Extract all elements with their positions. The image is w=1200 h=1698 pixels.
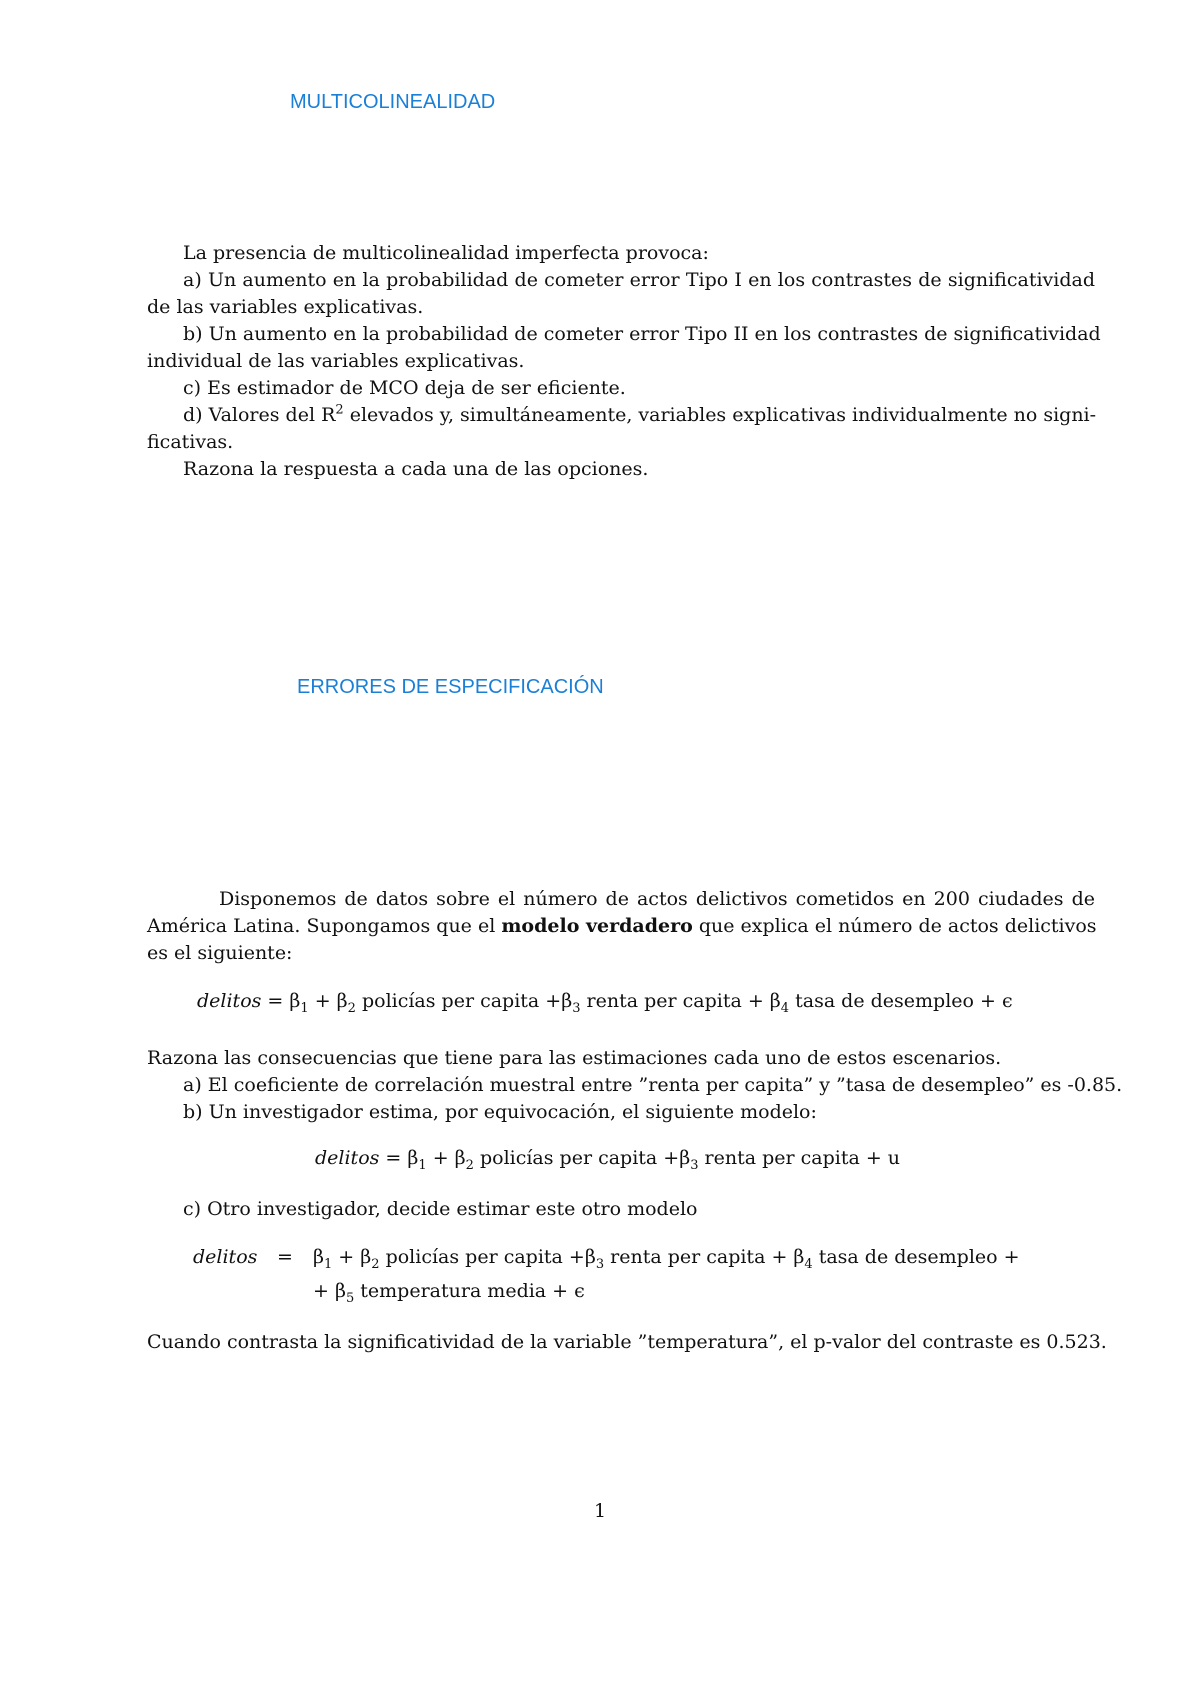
eq3-sub: 1 (323, 1256, 333, 1272)
paragraph-line3: es el siguiente: (147, 942, 293, 964)
equation-extra-variable-row2 (313, 1280, 585, 1306)
eq3-part: + β (332, 1246, 372, 1268)
eq1-sub: 4 (780, 1000, 790, 1016)
eq1-sub: 1 (300, 1000, 309, 1016)
eq2-part: renta per capita + u (698, 1147, 901, 1169)
page-number: 1 (593, 1500, 607, 1522)
eq2-sub: 3 (690, 1157, 699, 1173)
eq2-sub: 2 (465, 1157, 474, 1173)
option-a-line2: de las variables explicativas. (147, 296, 424, 318)
option-b-line1: b) Un aumento en la probabilidad de cometer error Tipo II en los contrastes de significatividad (183, 323, 1101, 345)
eq1-sub: 3 (572, 1000, 581, 1016)
eq2-part: policías per capita +β (473, 1147, 691, 1169)
eq3-sub: 3 (595, 1256, 605, 1272)
especificacion-intro (147, 886, 1095, 967)
final-statement: Cuando contrasta la significatividad de la variable ”temperatura”, el p-valor del contraste es 0.523. (147, 1331, 1107, 1353)
eq1-part: renta per capita + β (580, 990, 781, 1012)
eq3-part: tasa de desempleo + (812, 1246, 1020, 1268)
eq3-sub: 5 (345, 1290, 355, 1306)
option-a-line1: a) Un aumento en la probabilidad de cometer error Tipo I en los contrastes de significatividad (183, 269, 1095, 291)
equation-extra-variable-eqsign: = (277, 1246, 293, 1268)
option-d-post: elevados y, simultáneamente, variables explicativas individualmente no signi- (343, 404, 1097, 426)
eq1-sub: 2 (347, 1000, 356, 1016)
final-line-block (147, 1329, 1107, 1356)
option-d-line2: ficativas. (147, 431, 234, 453)
paragraph-line2 (147, 913, 1095, 940)
eq2-part: = β (379, 1147, 419, 1169)
equation-extra-variable-row1 (313, 1246, 1020, 1272)
heading-multicolinealidad: MULTICOLINEALIDAD (290, 91, 496, 113)
equation-true-model (197, 990, 1013, 1016)
eq1-lhs: delitos (197, 990, 262, 1012)
equation-extra-variable-lhs (193, 1246, 257, 1268)
eq3-part: β (313, 1246, 324, 1268)
eq2-lhs: delitos (315, 1147, 380, 1169)
eq3-part: policías per capita +β (379, 1246, 596, 1268)
eq3-lhs: delitos (193, 1246, 258, 1268)
eq1-part: tasa de desempleo + ϵ (789, 990, 1013, 1012)
heading-errores-especificacion: ERRORES DE ESPECIFICACIÓN (297, 676, 604, 698)
eq3-part: renta per capita + β (604, 1246, 805, 1268)
scenario-b: b) Un investigador estima, por equivocación, el siguiente modelo: (183, 1101, 817, 1123)
scenario-c: c) Otro investigador, decide estimar este otro modelo (183, 1198, 698, 1220)
eq1-part: + β (308, 990, 348, 1012)
option-d-pre: d) Valores del R (183, 404, 336, 426)
razona-line: Razona las consecuencias que tiene para las estimaciones cada uno de estos escenarios. (147, 1047, 1002, 1069)
multicolinealidad-question (147, 240, 1101, 483)
eq2-part: + β (426, 1147, 466, 1169)
option-c: c) Es estimador de MCO deja de ser eficiente. (183, 377, 626, 399)
option-b-line2: individual de las variables explicativas. (147, 350, 525, 372)
modelo-verdadero-bold: modelo verdadero (501, 915, 693, 937)
paragraph-line2-pre: América Latina. Supongamos que el (147, 915, 502, 937)
option-d-line1 (147, 402, 1095, 429)
equation-omitted-model (315, 1147, 901, 1173)
eq3-sub: 4 (804, 1256, 813, 1272)
scenario-c-block (147, 1196, 1095, 1223)
eq2-sub: 1 (418, 1157, 427, 1173)
eq3-sub: 2 (371, 1256, 380, 1272)
paragraph-line2-post: que explica el número de actos delictivos (692, 915, 1097, 937)
r-squared-exponent: 2 (335, 402, 344, 418)
eq1-part: policías per capita +β (355, 990, 573, 1012)
scenario-a: a) El coeficiente de correlación muestral entre ”renta per capita” y ”tasa de desempleo” es -0.85. (183, 1074, 1123, 1096)
eq3-part: temperatura media + ϵ (354, 1280, 585, 1302)
escenarios-list (147, 1045, 1123, 1126)
eq1-part: = β (261, 990, 301, 1012)
closing-instruction: Razona la respuesta a cada una de las opciones. (183, 458, 649, 480)
eq3-part: + β (313, 1280, 346, 1302)
intro-text: La presencia de multicolinealidad imperfecta provoca: (183, 242, 709, 264)
paragraph-line1: Disponemos de datos sobre el número de actos delictivos cometidos en 200 ciudades de (219, 888, 1095, 910)
